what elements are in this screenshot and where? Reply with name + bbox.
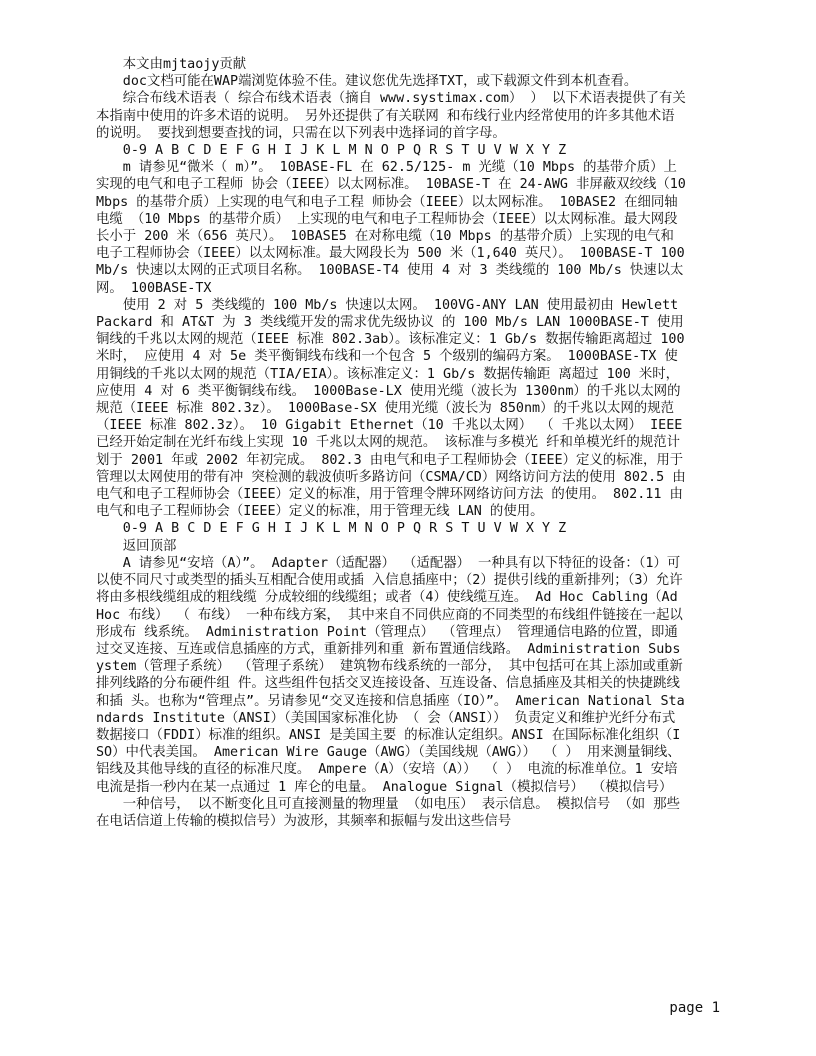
alphabet-index: 0-9 A B C D E F G H I J K L M N O P Q R S T U V W X Y Z: [122, 521, 567, 537]
back-to-top-link: 返回顶部: [122, 538, 177, 554]
glossary-entries-a-continued: 一种信号， 以不断变化且可直接测量的物理量 （如电压） 表示信息。 模拟信号 （如 那些在电话信道上传输的模拟信号）为波形，其频率和振幅与发出这些信号: [96, 796, 681, 829]
format-notice: doc文档可能在WAP端浏览体验不佳。建议您优先选择TXT，或下载源文件到本机查看。: [122, 74, 638, 90]
glossary-intro: 综合布线术语表（ 综合布线术语表（摘自 www.systimax.com） ） 以下术语表提供了有关本指南中使用的许多术语的说明。 另外还提供了有关联网 和布线行业内经常使用的许多其他术语的说明。 要找到想要查找的词，只需在以下列表中选择词的首字母。: [96, 91, 686, 141]
alphabet-index: 0-9 A B C D E F G H I J K L M N O P Q R S T U V W X Y Z: [122, 143, 567, 159]
glossary-entries-a: A 请参见“安培（A）”。 Adapter（适配器） （适配器） 一种具有以下特征的设备：（1）可以使不同尺寸或类型的插头互相配合使用或插 入信息插座中；（2）提供引线的重新排列；（3）允许将由多根线缆组成的粗线缆 分成较细的线缆组；或者（4）使线缆互连。 Ad Hoc Cabling（Ad Hoc 布线） （ 布线） 一种布线方案， 其中来自不同供应商的不同类型的布线组件链接在一起以形成布 线系统。 Administration Point（管理点） （管理点） 管理通信电路的位置，即通过交叉连接、互连或信息插座的方式，重新排列和重 新布置通信线路。 Administration Subsystem（管理子系统） （管理子系统） 建筑物布线系统的一部分， 其中包括可在其上添加或重新排列线路的分布硬件组 件。这些组件包括交叉连接设备、互连设备、信息插座及其相关的快捷跳线和插 头。也称为“管理点”。另请参见“交叉连接和信息插座（IO）”。 American National Standards Institute（ANSI）（美国国家标准化协 （ 会（ANSI）） 负责定义和维护光纤分布式数据接口（FDDI）标准的组织。ANSI 是美国主要 的标准认定组织。ANSI 在国际标准化组织（ISO）中代表美国。 American Wire Gauge（AWG）（美国线规（AWG）） （ ） 用来测量铜线、铝线及其他导线的直径的标准尺度。 Ampere（A）（安培（A）） （ ） 电流的标准单位。1 安培电流是指一秒内在某一点通过 1 库仑的电量。 Analogue Signal（模拟信号） （模拟信号）: [96, 555, 686, 795]
page-number: page 1: [669, 1000, 720, 1016]
contributor-note: 本文由mjtaojy贡献: [122, 57, 247, 72]
document-body: [96, 56, 694, 830]
glossary-entries-numeric-1: m 请参见“微米（ m）”。 10BASE-FL 在 62.5/125- m 光缆（10 Mbps 的基带介质）上实现的电气和电子工程师 协会（IEEE）以太网标准。 10BASE-T 在 24-AWG 非屏蔽双绞线（10 Mbps 的基带介质）上实现的电气和电子工程 师协会（IEEE）以太网标准。 10BASE2 在细同轴电缆 （10 Mbps 的基带介质） 上实现的电气和电子工程师协会（IEEE）以太网标准。最大网段长小于 200 米（656 英尺）。 10BASE5 在对称电缆（10 Mbps 的基带介质）上实现的电气和电子工程师协会（IEEE）以太网标准。最大网段长为 500 米（1,640 英尺）。 100BASE-T 100 Mb/s 快速以太网的正式项目名称。 100BASE-T4 使用 4 对 3 类线缆的 100 Mb/s 快速以太网。 100BASE-TX: [96, 160, 694, 296]
glossary-entries-numeric-2: 使用 2 对 5 类线缆的 100 Mb/s 快速以太网。 100VG-ANY LAN 使用最初由 Hewlett Packard 和 AT&T 为 3 类线缆开发的需求优先级协议 的 100 Mb/s LAN 1000BASE-T 使用铜线的千兆以太网的规范（IEEE 标准 802.3ab）。该标准定义：1 Gb/s 数据传输距离超过 100 米时， 应使用 4 对 5e 类平衡铜线布线和一个包含 5 个级别的编码方案。 1000BASE-TX 使用铜线的千兆以太网的规范（TIA/EIA）。该标准定义：1 Gb/s 数据传输距 离超过 100 米时，应使用 4 对 6 类平衡铜线布线。 1000Base-LX 使用光缆（波长为 1300nm）的千兆以太网的规范（IEEE 标准 802.3z）。 1000Base-SX 使用光缆（波长为 850nm）的千兆以太网的规范（IEEE 标准 802.3z）。 10 Gigabit Ethernet（10 千兆以太网） （ 千兆以太网） IEEE 已经开始定制在光纤布线上实现 10 千兆以太网的规范。 该标准与多模光 纤和单模光纤的规范计划于 2001 年或 2002 年初完成。 802.3 由电气和电子工程师协会（IEEE）定义的标准，用于管理以太网使用的带有冲 突检测的载波侦听多路访问（CSMA/CD）网络访问方法的使用 802.5 由电气和电子工程师协会（IEEE）定义的标准，用于管理令牌环网络访问方法 的使用。 802.11 由电气和电子工程师协会（IEEE）定义的标准，用于管理无线 LAN 的使用。: [96, 297, 693, 520]
